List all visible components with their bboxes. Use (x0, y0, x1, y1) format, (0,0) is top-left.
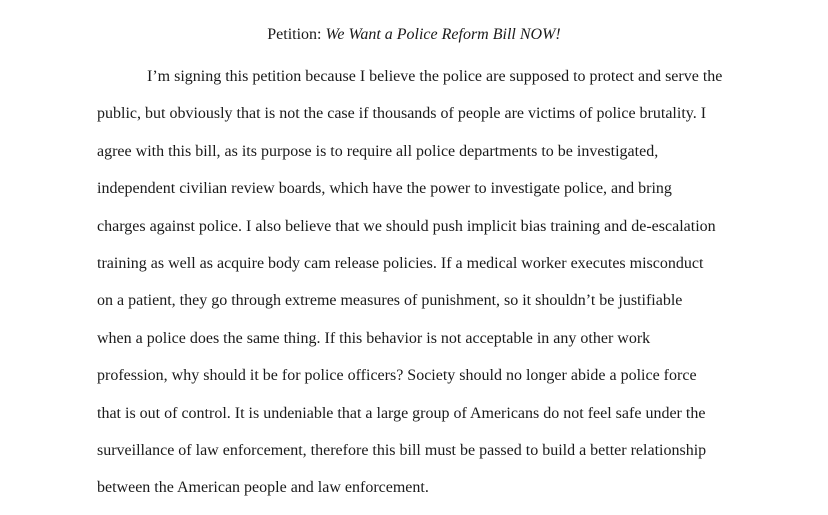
body-line: I’m signing this petition because I believe the police are supposed to protect and serve the (147, 68, 723, 85)
body-line: agree with this bill, as its purpose is to require all police departments to be investigated, (97, 142, 659, 160)
body-line: that is out of control. It is undeniable that a large group of Americans do not feel safe under the (97, 404, 706, 422)
title-italic: We Want a Police Reform Bill NOW! (325, 26, 561, 43)
body-line: charges against police. I also believe that we should push implicit bias training and de-escalation (97, 217, 716, 235)
body-line: profession, why should it be for police officers? Society should no longer abide a police force (97, 367, 697, 385)
body-line: training as well as acquire body cam release policies. If a medical worker executes misconduct (97, 254, 704, 272)
body-line: independent civilian review boards, which have the power to investigate police, and bring (97, 180, 672, 198)
petition-title (0, 24, 828, 46)
body-line: between the American people and law enforcement. (97, 479, 429, 497)
body-line: surveillance of law enforcement, therefore this bill must be passed to build a better relationship (97, 441, 707, 459)
petition-body (97, 66, 797, 515)
body-line: public, but obviously that is not the case if thousands of people are victims of police brutality. I (97, 105, 707, 123)
title-prefix: Petition: (267, 26, 326, 43)
body-line: on a patient, they go through extreme measures of punishment, so it shouldn’t be justifiable (97, 292, 683, 310)
body-line: when a police does the same thing. If this behavior is not acceptable in any other work (97, 329, 651, 347)
